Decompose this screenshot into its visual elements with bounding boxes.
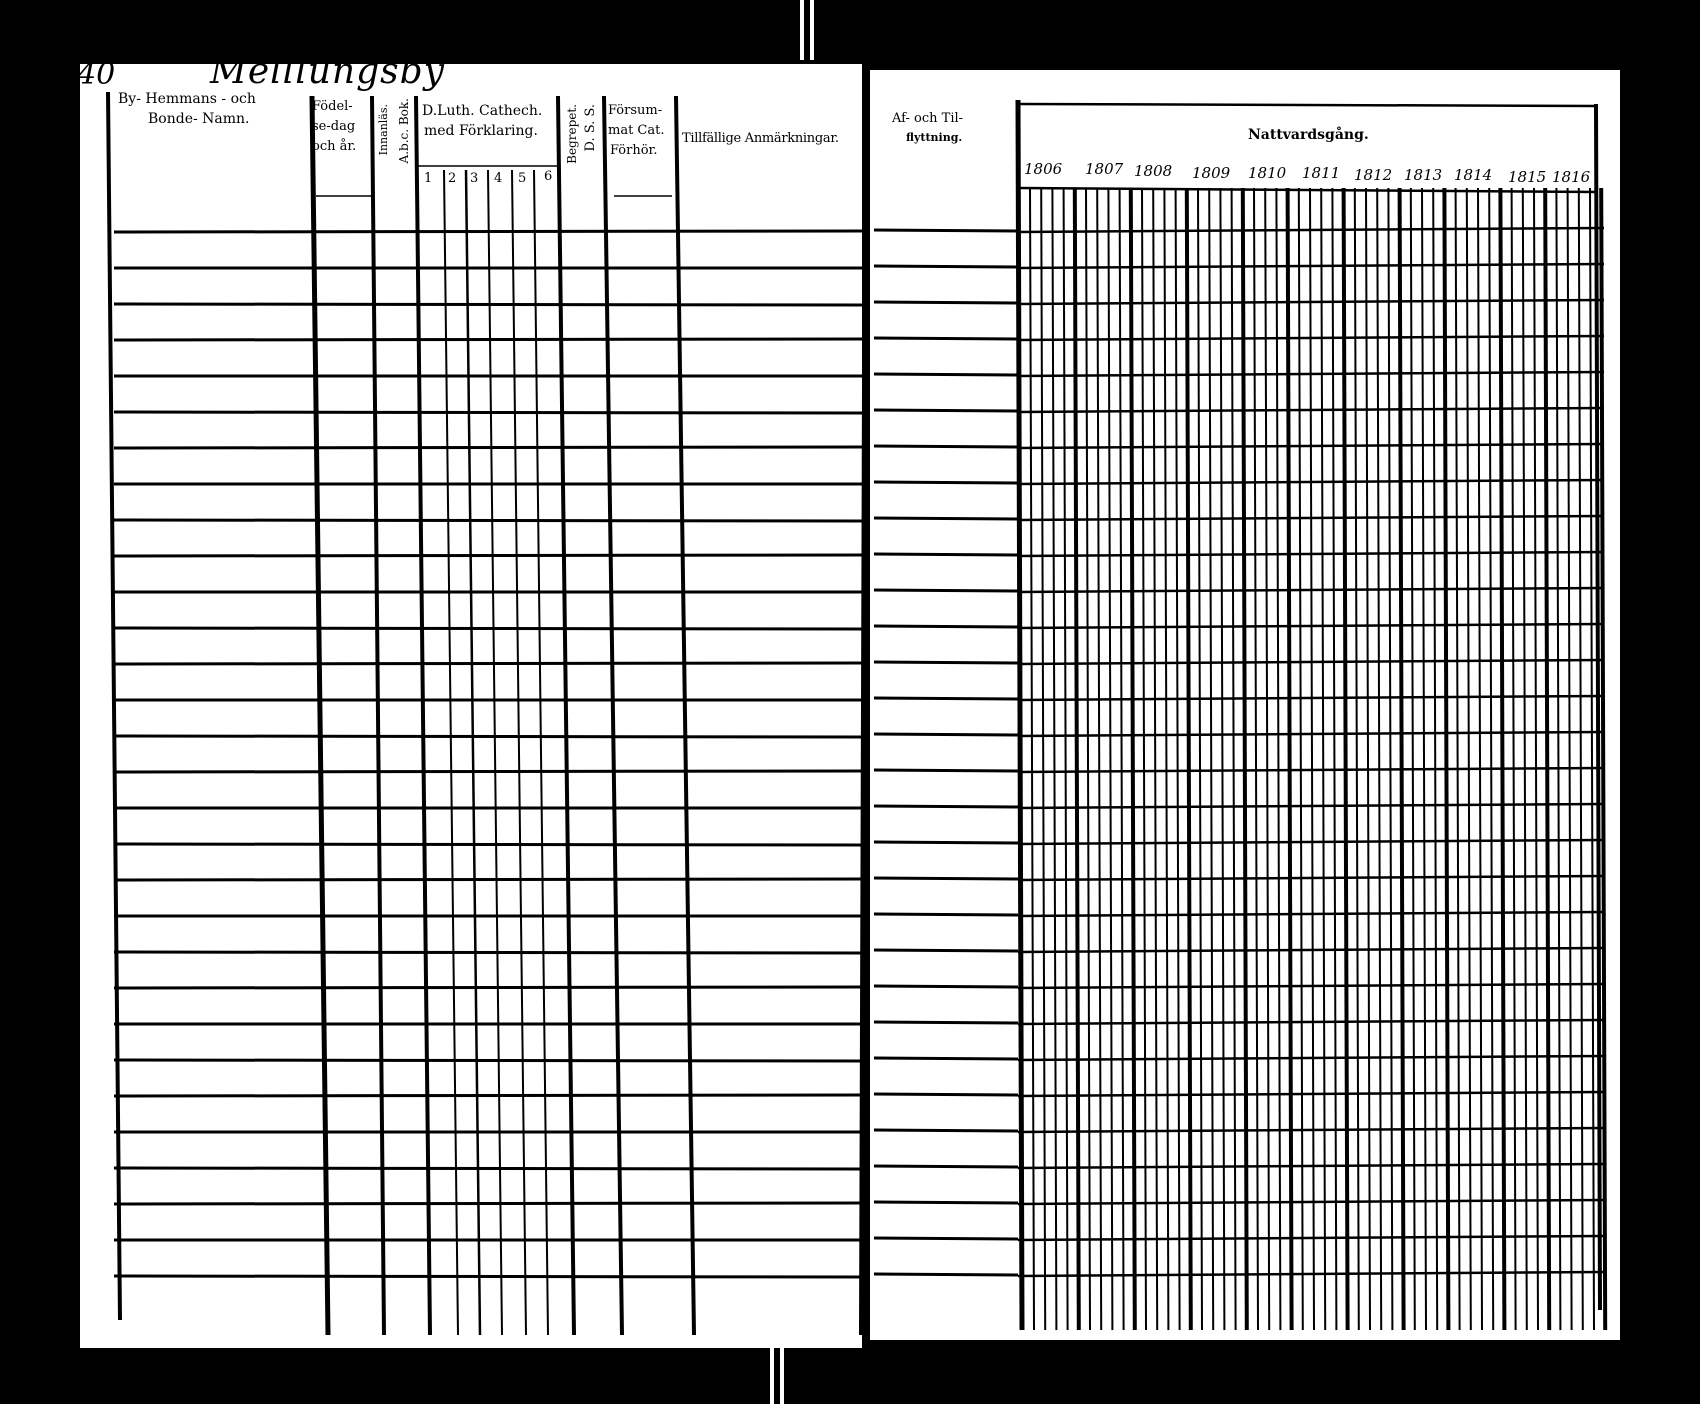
left-column-rule bbox=[862, 70, 866, 1335]
right-communion-rule bbox=[1198, 188, 1202, 1330]
right-communion-rule bbox=[1299, 188, 1303, 1330]
right-communion-rule bbox=[1243, 188, 1247, 1330]
right-row-rule bbox=[874, 770, 1018, 771]
right-communion-rule bbox=[1366, 188, 1370, 1330]
right-row-rule bbox=[874, 914, 1018, 915]
right-row-rule bbox=[1018, 1020, 1604, 1024]
right-row-rule bbox=[874, 230, 1018, 231]
right-communion-rule bbox=[1556, 188, 1560, 1330]
innanlas-col-header: Innanläs. bbox=[377, 104, 390, 156]
catech-col-header-line1: D.Luth. Cathech. bbox=[422, 103, 543, 119]
right-communion-rule bbox=[1590, 188, 1594, 1330]
right-row-rule bbox=[1018, 984, 1604, 988]
right-row-rule bbox=[874, 878, 1018, 879]
right-communion-rule bbox=[1344, 188, 1348, 1330]
right-row-rule bbox=[874, 518, 1018, 519]
right-row-rule bbox=[1018, 840, 1604, 844]
right-row-rule bbox=[874, 950, 1018, 951]
right-row-rule bbox=[874, 1238, 1018, 1239]
left-column-rule bbox=[466, 170, 480, 1335]
right-communion-rule bbox=[1108, 188, 1112, 1330]
right-communion-rule bbox=[1209, 188, 1213, 1330]
year-1814: 1814 bbox=[1454, 166, 1493, 184]
right-communion-rule bbox=[1321, 188, 1325, 1330]
right-row-rule bbox=[1018, 1092, 1604, 1096]
left-row-rule bbox=[114, 339, 862, 340]
right-row-rule bbox=[874, 266, 1018, 267]
right-row-rule bbox=[874, 626, 1018, 627]
left-row-rule bbox=[114, 1060, 862, 1061]
left-column-rule bbox=[444, 170, 458, 1335]
year-1815: 1815 bbox=[1508, 168, 1547, 186]
catech-col-header-line2: med Förklaring. bbox=[424, 123, 538, 139]
right-row-rule bbox=[874, 338, 1018, 339]
left-row-rule bbox=[114, 771, 862, 772]
right-communion-rule bbox=[1232, 188, 1236, 1330]
right-communion-rule bbox=[1064, 188, 1068, 1330]
right-row-rule bbox=[874, 1094, 1018, 1095]
year-1807: 1807 bbox=[1085, 160, 1124, 178]
right-communion-rule bbox=[1545, 188, 1549, 1330]
forsum-col-header-line3: Förhör. bbox=[610, 143, 658, 158]
catech-num-5: 5 bbox=[518, 171, 527, 186]
birth-col-header-line1: Födel- bbox=[312, 99, 353, 114]
right-communion-rule bbox=[1254, 188, 1258, 1330]
right-communion-rule bbox=[1444, 188, 1448, 1330]
right-row-rule bbox=[874, 374, 1018, 375]
right-communion-rule bbox=[1075, 188, 1079, 1330]
year-1808: 1808 bbox=[1134, 162, 1173, 180]
right-communion-rule bbox=[1142, 188, 1146, 1330]
right-row-rule bbox=[874, 662, 1018, 663]
right-communion-rule bbox=[1052, 188, 1056, 1330]
right-communion-rule bbox=[1030, 188, 1034, 1330]
right-communion-rule bbox=[1332, 188, 1336, 1330]
right-communion-rule bbox=[1523, 188, 1527, 1330]
left-row-rule bbox=[114, 1095, 862, 1096]
left-row-rule bbox=[114, 447, 862, 448]
left-column-rule bbox=[512, 170, 526, 1335]
right-communion-rule bbox=[1131, 188, 1135, 1330]
right-communion-rule bbox=[1411, 188, 1415, 1330]
left-row-rule bbox=[114, 987, 862, 988]
right-communion-rule bbox=[1478, 188, 1482, 1330]
left-column-rule bbox=[372, 96, 384, 1335]
moving-col-header-line1: Af- och Til- bbox=[892, 111, 964, 126]
right-communion-rule bbox=[1568, 188, 1572, 1330]
right-communion-rule bbox=[1220, 188, 1224, 1330]
right-communion-rule bbox=[1164, 188, 1168, 1330]
left-column-rule bbox=[312, 96, 328, 1335]
communion-col-header: Nattvardsgång. bbox=[1248, 127, 1369, 143]
right-communion-rule bbox=[1187, 188, 1191, 1330]
left-row-rule bbox=[114, 952, 862, 953]
forsum-col-header-line1: Försum- bbox=[608, 103, 663, 118]
birth-col-header-line2: se-dag bbox=[312, 119, 356, 134]
left-row-rule bbox=[114, 520, 862, 521]
right-communion-rule bbox=[1086, 188, 1090, 1330]
right-communion-rule bbox=[1400, 188, 1404, 1330]
year-1812: 1812 bbox=[1354, 166, 1393, 184]
right-row-rule bbox=[874, 842, 1018, 843]
right-row-rule bbox=[874, 482, 1018, 483]
right-row-rule bbox=[874, 1274, 1018, 1275]
left-row-rule bbox=[114, 736, 862, 737]
right-row-rule bbox=[874, 806, 1018, 807]
right-communion-rule bbox=[1377, 188, 1381, 1330]
right-communion-rule bbox=[1601, 188, 1605, 1330]
right-communion-rule bbox=[1288, 188, 1292, 1330]
right-column-rule bbox=[1018, 100, 1022, 1330]
right-communion-rule bbox=[1097, 188, 1101, 1330]
remarks-col-header: Tillfällige Anmärkningar. bbox=[682, 131, 839, 146]
right-communion-rule bbox=[1120, 188, 1124, 1330]
right-communion-rule bbox=[1467, 188, 1471, 1330]
right-row-rule bbox=[1018, 876, 1604, 880]
left-row-rule bbox=[114, 1276, 862, 1277]
right-communion-rule bbox=[1265, 188, 1269, 1330]
right-row-rule bbox=[874, 698, 1018, 699]
catech-num-6: 6 bbox=[544, 169, 553, 184]
right-row-rule bbox=[1018, 1164, 1604, 1168]
right-communion-rule bbox=[1500, 188, 1504, 1330]
page-number: 140 bbox=[58, 57, 116, 92]
catech-num-2: 2 bbox=[448, 171, 457, 186]
year-1806: 1806 bbox=[1024, 160, 1063, 178]
right-row-rule bbox=[874, 446, 1018, 447]
left-row-rule bbox=[114, 304, 862, 305]
right-row-rule bbox=[874, 410, 1018, 411]
name-col-header-line2: Bonde- Namn. bbox=[148, 111, 250, 127]
year-1816: 1816 bbox=[1552, 168, 1591, 186]
right-communion-rule bbox=[1489, 188, 1493, 1330]
year-1810: 1810 bbox=[1248, 164, 1287, 182]
right-communion-rule bbox=[1276, 188, 1280, 1330]
right-subheader-rule bbox=[1018, 188, 1596, 192]
right-row-rule bbox=[1018, 1128, 1604, 1132]
left-column-rule bbox=[676, 96, 694, 1335]
right-row-rule bbox=[1018, 948, 1604, 952]
year-1813: 1813 bbox=[1404, 166, 1443, 184]
right-row-rule bbox=[874, 590, 1018, 591]
right-communion-rule bbox=[1534, 188, 1538, 1330]
right-row-rule bbox=[1018, 1056, 1604, 1060]
right-communion-rule bbox=[1456, 188, 1460, 1330]
right-row-rule bbox=[874, 734, 1018, 735]
right-communion-rule bbox=[1310, 188, 1314, 1330]
right-row-rule bbox=[1018, 768, 1604, 772]
right-communion-rule bbox=[1512, 188, 1516, 1330]
catech-num-3: 3 bbox=[470, 171, 479, 186]
right-top-rule bbox=[1018, 104, 1596, 106]
left-column-rule bbox=[558, 96, 574, 1335]
right-row-rule bbox=[1018, 804, 1604, 808]
right-row-rule bbox=[874, 1166, 1018, 1167]
right-row-rule bbox=[874, 302, 1018, 303]
left-row-rule bbox=[114, 1168, 862, 1169]
year-1811: 1811 bbox=[1302, 164, 1341, 182]
right-row-rule bbox=[874, 1202, 1018, 1203]
name-col-header-line1: By- Hemmans - och bbox=[118, 91, 256, 107]
left-row-rule bbox=[114, 555, 862, 556]
catech-num-4: 4 bbox=[494, 171, 503, 186]
right-row-rule bbox=[874, 1130, 1018, 1131]
left-column-rule bbox=[488, 170, 502, 1335]
right-communion-rule bbox=[1176, 188, 1180, 1330]
right-communion-rule bbox=[1388, 188, 1392, 1330]
right-row-rule bbox=[874, 554, 1018, 555]
right-communion-rule bbox=[1579, 188, 1583, 1330]
moving-col-header-line2: flyttning. bbox=[906, 131, 963, 144]
begrepp-col-header: Begrepet. bbox=[565, 104, 579, 164]
right-row-rule bbox=[874, 1058, 1018, 1059]
birth-col-header-line3: och år. bbox=[312, 139, 357, 154]
right-communion-rule bbox=[1041, 188, 1045, 1330]
left-column-rule bbox=[534, 170, 548, 1335]
left-row-rule bbox=[114, 844, 862, 845]
dss-col-header: D. S. S. bbox=[583, 104, 598, 152]
year-1809: 1809 bbox=[1192, 164, 1231, 182]
right-row-rule bbox=[874, 986, 1018, 987]
left-row-rule bbox=[114, 412, 862, 413]
right-communion-rule bbox=[1422, 188, 1426, 1330]
left-row-rule bbox=[114, 663, 862, 664]
catech-num-1: 1 bbox=[424, 171, 433, 186]
right-communion-rule bbox=[1433, 188, 1437, 1330]
left-row-rule bbox=[114, 879, 862, 880]
right-row-rule bbox=[874, 1022, 1018, 1023]
left-row-rule bbox=[114, 628, 862, 629]
village-name: Melllungsby bbox=[210, 51, 445, 92]
right-communion-rule bbox=[1153, 188, 1157, 1330]
left-column-rule bbox=[416, 96, 433, 1335]
left-column-rule bbox=[604, 96, 622, 1335]
abc-col-header: A.b.c. Bok. bbox=[397, 98, 411, 164]
left-column-rule bbox=[108, 92, 120, 1320]
forsum-col-header-line2: mat Cat. bbox=[608, 123, 665, 138]
right-communion-rule bbox=[1355, 188, 1359, 1330]
left-row-rule bbox=[114, 1203, 862, 1204]
right-row-rule bbox=[1018, 912, 1604, 916]
